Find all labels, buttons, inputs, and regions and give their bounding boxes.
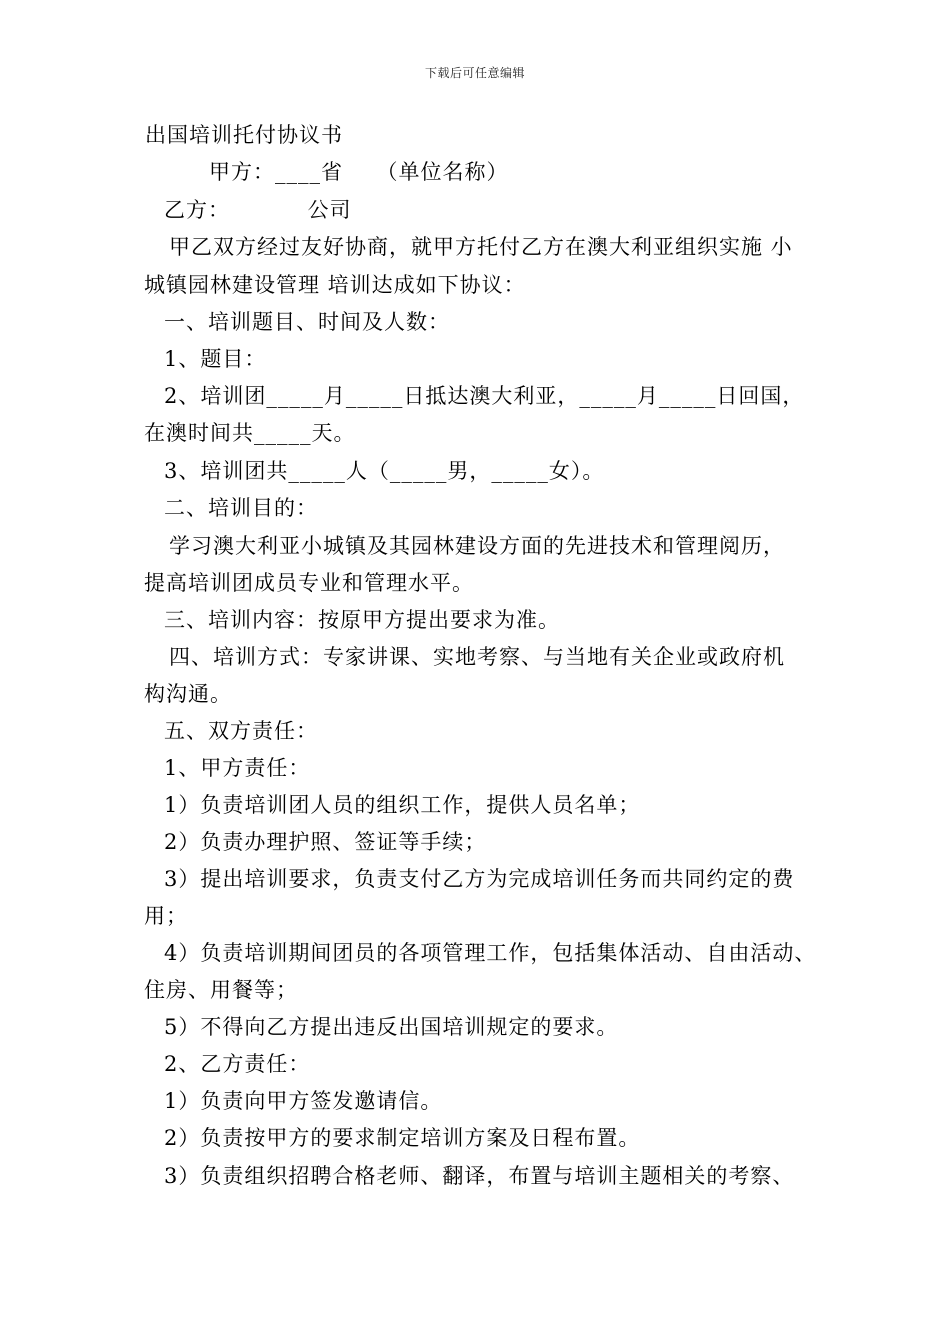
section-2-heading: 二、培训目的： <box>164 496 318 520</box>
section-1-item-topic: 1、题目： <box>164 347 267 371</box>
party-a-duty-3-cont: 用； <box>144 904 188 928</box>
party-b-duty-2: 2）负责按甲方的要求制定培训方案及日程布置。 <box>164 1126 641 1150</box>
party-b-duty-1: 1）负责向甲方签发邀请信。 <box>164 1089 443 1113</box>
party-b-duty-3: 3）负责组织招聘合格老师、翻译，布置与培训主题相关的考察、 <box>164 1164 795 1188</box>
party-b-line: 乙方： 公司 <box>164 198 352 222</box>
section-2-body-line-1: 学习澳大利亚小城镇及其园林建设方面的先进技术和管理阅历， <box>169 534 785 558</box>
section-1-heading: 一、培训题目、时间及人数： <box>164 310 450 334</box>
party-a-duty-4: 4）负责培训期间团员的各项管理工作，包括集体活动、自由活动、 <box>164 941 817 965</box>
document-title: 出国培训托付协议书 <box>145 123 343 147</box>
party-a-duties-heading: 1、甲方责任： <box>164 756 311 780</box>
section-1-item-headcount: 3、培训团共_____人（_____男，_____女）。 <box>164 459 605 483</box>
section-2-body-line-2: 提高培训团成员专业和管理水平。 <box>144 571 474 595</box>
section-5-heading: 五、双方责任： <box>164 719 318 743</box>
section-3-heading: 三、培训内容：按原甲方提出要求为准。 <box>164 608 560 632</box>
section-4-body-line-1: 四、培训方式：专家讲课、实地考察、与当地有关企业或政府机 <box>169 645 785 669</box>
party-a-duty-2: 2）负责办理护照、签证等手续； <box>164 830 487 854</box>
party-b-duties-heading: 2、乙方责任： <box>164 1052 311 1076</box>
party-a-duty-3: 3）提出培训要求，负责支付乙方为完成培训任务而共同约定的费 <box>164 867 795 891</box>
party-a-duty-4-cont: 住房、用餐等； <box>144 978 298 1002</box>
party-a-line: 甲方：____省 （单位名称） <box>209 160 509 184</box>
section-4-body-line-2: 构沟通。 <box>144 682 232 706</box>
page-header-note: 下载后可任意编辑 <box>424 66 525 80</box>
party-a-duty-1: 1）负责培训团人员的组织工作，提供人员名单； <box>164 793 641 817</box>
section-1-item-dates-cont: 在澳时间共_____天。 <box>144 421 356 445</box>
party-a-duty-5: 5）不得向乙方提出违反出国培训规定的要求。 <box>164 1015 619 1039</box>
preamble-line-2: 城镇园林建设管理 培训达成如下协议： <box>144 273 526 297</box>
preamble-line-1: 甲乙双方经过友好协商，就甲方托付乙方在澳大利亚组织实施 小 <box>169 235 793 259</box>
section-1-item-dates: 2、培训团_____月_____日抵达澳大利亚，_____月_____日回国， <box>164 384 805 408</box>
